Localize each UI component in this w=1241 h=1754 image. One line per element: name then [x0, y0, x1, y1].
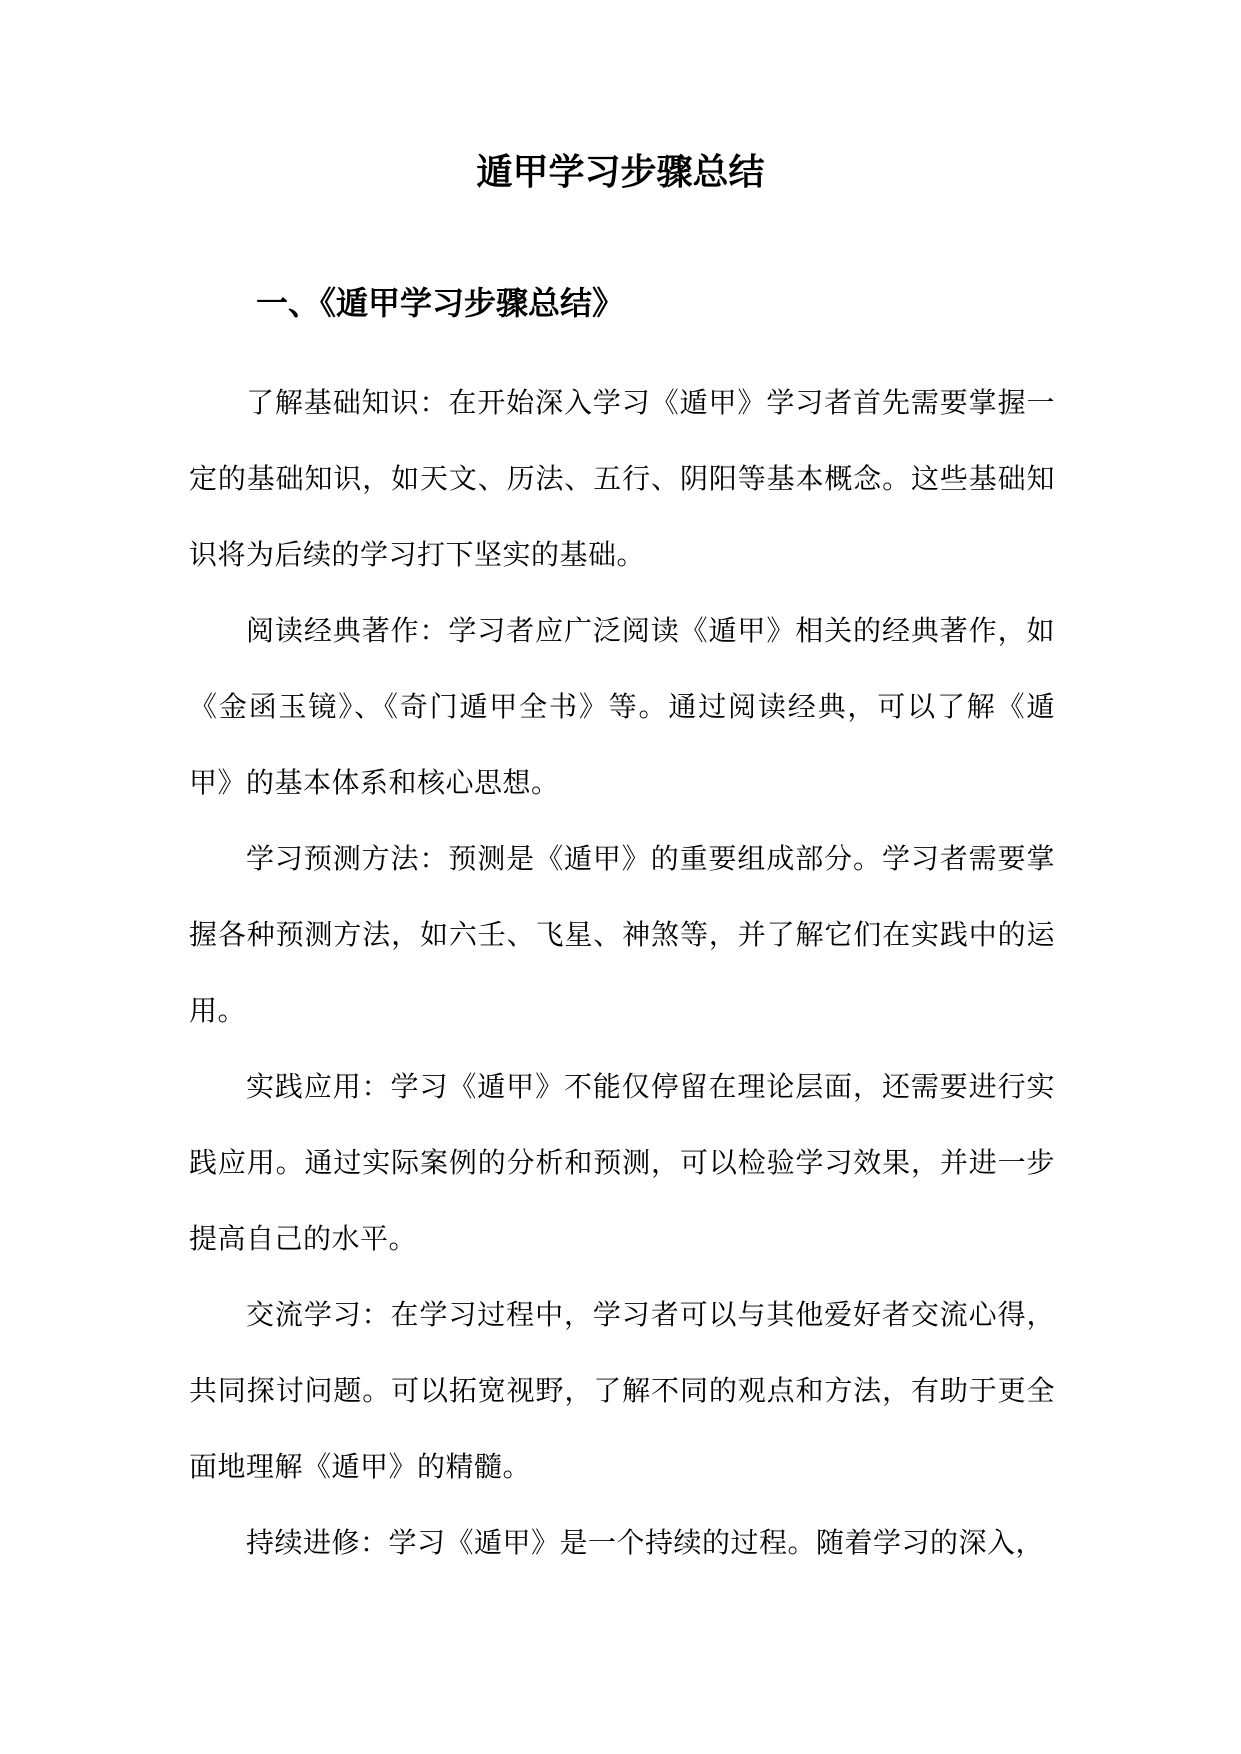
paragraph-continuing: 持续进修：学习《遁甲》是一个持续的过程。随着学习的深入，: [246, 1526, 1045, 1559]
section-heading: 一、《遁甲学习步骤总结》: [256, 284, 625, 322]
paragraph-practice: 实践应用：学习《遁甲》不能仅停留在理论层面，还需要进行实践应用。通过实际案例的分析和预测，可以检验学习效果，并进一步提高自己的水平。: [189, 1070, 1055, 1255]
paragraph-basics: 了解基础知识：在开始深入学习《遁甲》学习者首先需要掌握一定的基础知识，如天文、历法、五行、阴阳等基本概念。这些基础知识将为后续的学习打下坚实的基础。: [189, 386, 1055, 571]
document-title: 遁甲学习步骤总结: [476, 152, 765, 193]
document-body: [189, 365, 1055, 1581]
paragraph-prediction: 学习预测方法：预测是《遁甲》的重要组成部分。学习者需要掌握各种预测方法，如六壬、飞星、神煞等，并了解它们在实践中的运用。: [189, 842, 1055, 1027]
paragraph-exchange: 交流学习：在学习过程中，学习者可以与其他爱好者交流心得，共同探讨问题。可以拓宽视野，了解不同的观点和方法，有助于更全面地理解《遁甲》的精髓。: [189, 1298, 1055, 1483]
paragraph-classics: 阅读经典著作：学习者应广泛阅读《遁甲》相关的经典著作，如《金函玉镜》、《奇门遁甲全书》等。通过阅读经典，可以了解《遁甲》的基本体系和核心思想。: [189, 614, 1055, 799]
